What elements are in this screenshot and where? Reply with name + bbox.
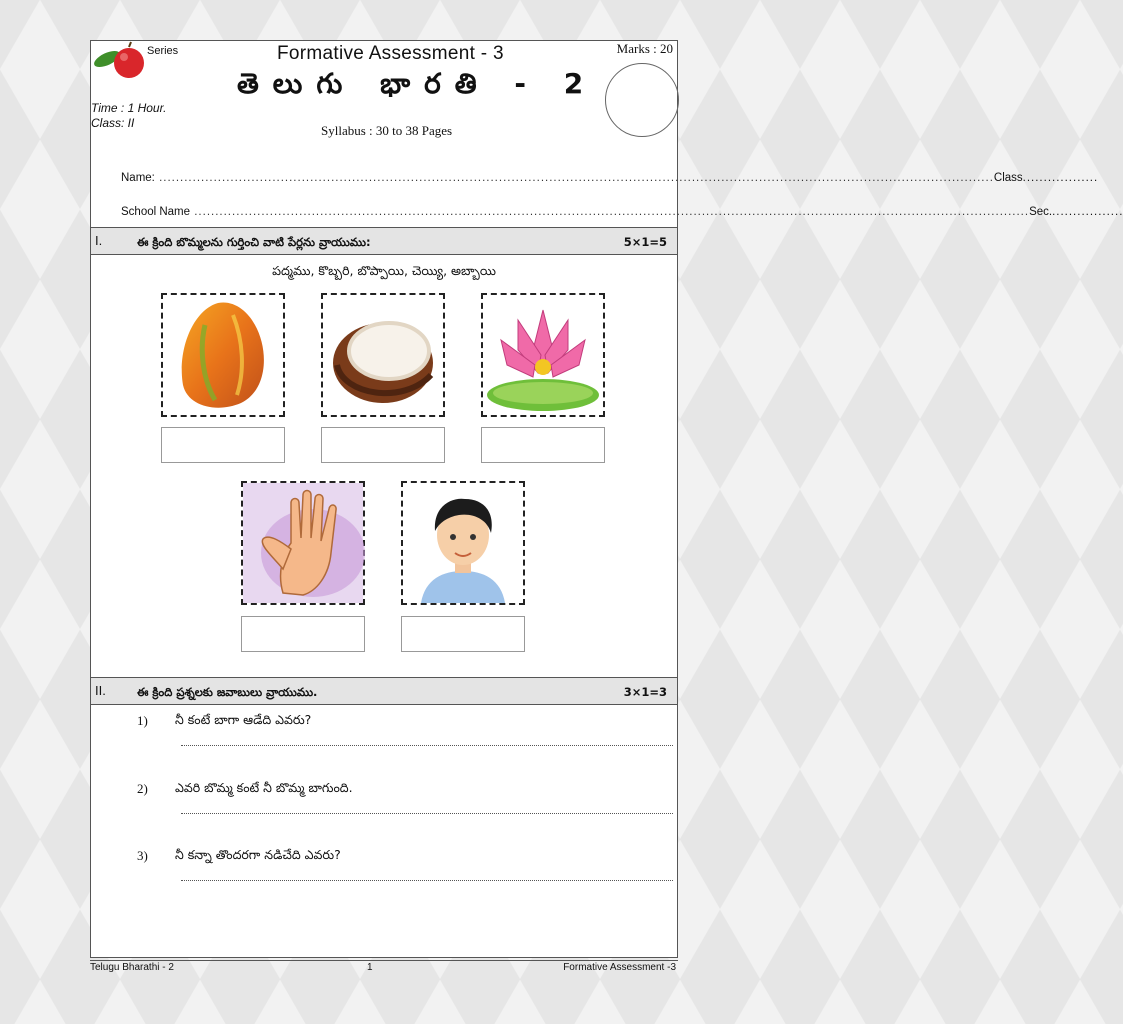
answer-line-1[interactable] — [181, 745, 673, 746]
school-label: School Name — [121, 206, 191, 218]
answer-box-1[interactable] — [161, 427, 285, 463]
class-field[interactable]: .................. — [1022, 172, 1099, 184]
page-title: Formative Assessment - 3 — [277, 43, 504, 64]
total-marks: Marks : 20 — [616, 41, 673, 56]
subject-title: తెలుగు భారతి - 2 — [237, 67, 598, 100]
sec-field-label: Sec. — [1029, 206, 1053, 218]
sec-field[interactable]: ................. — [1052, 206, 1123, 218]
answer-box-5[interactable] — [401, 616, 525, 652]
section-1-marks: 5×1=5 — [623, 235, 667, 249]
section-1-number: I. — [95, 233, 103, 248]
hand-picture — [241, 481, 365, 605]
name-class-row — [121, 172, 1099, 184]
question-3-text: నీ కన్నా తొందరగా నడిచేది ఎవరు? — [175, 847, 341, 862]
question-1-text: నీ కంటే బాగా ఆడేది ఎవరు? — [175, 712, 312, 727]
name-label: Name: — [121, 172, 155, 184]
section-1-header — [91, 227, 677, 255]
section-1-instruction: ఈ క్రింది బొమ్మలను గుర్తించి వాటి పేర్లను వ్రాయుము: — [137, 235, 371, 249]
school-sec-row — [121, 206, 1123, 218]
name-field[interactable]: ....................................................................................................................................................................................................... — [154, 172, 994, 184]
answer-line-3[interactable] — [181, 880, 673, 881]
series-label: Series — [147, 45, 179, 57]
section-2-number: II. — [95, 683, 106, 698]
question-3-number: 3) — [137, 848, 148, 863]
class-field-label: Class — [993, 172, 1023, 184]
boy-picture — [401, 481, 525, 605]
papaya-picture — [161, 293, 285, 417]
question-1-number: 1) — [137, 713, 148, 728]
section-2-header — [91, 677, 677, 705]
footer-left: Telugu Bharathi - 2 — [90, 962, 174, 973]
section-2-marks: 3×1=3 — [623, 685, 667, 699]
footer-page-number: 1 — [367, 962, 373, 973]
class-label: Class: II — [91, 116, 135, 130]
apple-logo-icon — [91, 41, 151, 81]
answer-line-2[interactable] — [181, 813, 673, 814]
worksheet-page — [90, 40, 1123, 958]
syllabus-label: Syllabus : 30 to 38 Pages — [321, 123, 453, 138]
school-field[interactable]: ....................................................................................................................................................................................................... — [190, 206, 1030, 218]
coconut-picture — [321, 293, 445, 417]
word-list: పద్మము, కొబ్బరి, బొప్పాయి, చెయ్యి, అబ్బాయి — [272, 263, 496, 278]
question-2-number: 2) — [137, 781, 148, 796]
lotus-picture — [481, 293, 605, 417]
time-label: Time : 1 Hour. — [91, 101, 167, 115]
section-2-instruction: ఈ క్రింది ప్రశ్నలకు జవాబులు వ్రాయుము. — [137, 685, 318, 699]
question-2-text: ఎవరి బొమ్మ కంటే నీ బొమ్మ బాగుంది. — [175, 780, 353, 795]
answer-box-2[interactable] — [321, 427, 445, 463]
footer-rule — [90, 960, 678, 961]
answer-box-3[interactable] — [481, 427, 605, 463]
footer-right: Formative Assessment -3 — [563, 962, 676, 973]
marks-circle — [605, 63, 679, 137]
answer-box-4[interactable] — [241, 616, 365, 652]
